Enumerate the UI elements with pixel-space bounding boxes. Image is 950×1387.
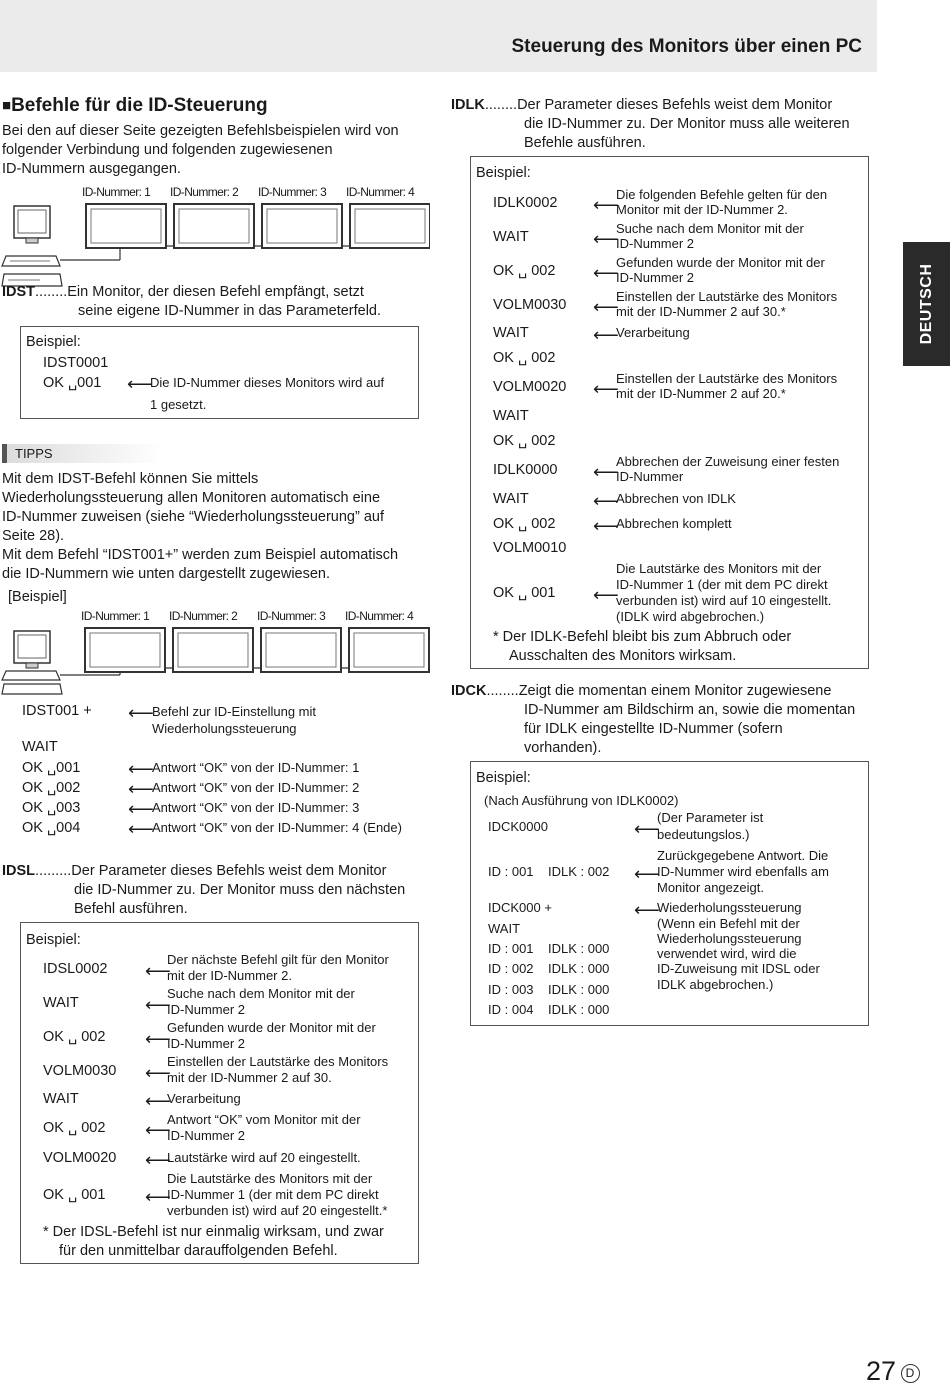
example-note: bedeutungslos.) bbox=[657, 827, 750, 842]
example-note: Die ID-Nummer dieses Monitors wird auf bbox=[150, 375, 385, 390]
idst-command: IDST bbox=[2, 284, 36, 300]
example-label: Beispiel: bbox=[476, 165, 531, 181]
id-label-2: ID-Nummer: 2 bbox=[170, 185, 239, 199]
left-arrow-icon: ⟵ bbox=[634, 864, 660, 884]
example-response: ID : 001 IDLK : 002 bbox=[488, 864, 610, 879]
left-arrow-icon: ⟵ bbox=[145, 1063, 171, 1083]
example-note: Zurückgegebene Antwort. Die bbox=[657, 848, 829, 863]
example-note: Wiederholungssteuerung bbox=[657, 931, 802, 946]
left-arrow-icon: ⟵ bbox=[593, 297, 619, 317]
example-response: OK ␣ 001 bbox=[43, 1187, 106, 1203]
example-note: verwendet wird, wird die bbox=[657, 946, 797, 961]
example-command: WAIT bbox=[488, 921, 521, 936]
example-note: mit der ID-Nummer 2 auf 30. bbox=[167, 1070, 332, 1085]
example-note: Abbrechen komplett bbox=[616, 516, 732, 531]
example-note: ID-Nummer 1 (der mit dem PC direkt bbox=[616, 577, 828, 592]
example-note: Antwort “OK” von der ID-Nummer: 2 bbox=[152, 780, 360, 795]
example-response: OK ␣ 002 bbox=[493, 263, 556, 279]
example-response: OK ␣ 002 bbox=[493, 516, 556, 532]
id-label-1: ID-Nummer: 1 bbox=[82, 185, 151, 199]
example-response: OK ␣ 002 bbox=[493, 350, 556, 366]
left-arrow-icon: ⟵ bbox=[593, 585, 619, 605]
id-label-3: ID-Nummer: 3 bbox=[257, 609, 326, 623]
left-arrow-icon: ⟵ bbox=[145, 1187, 171, 1207]
example-label: Beispiel: bbox=[476, 770, 531, 786]
id-label-1: ID-Nummer: 1 bbox=[81, 609, 150, 623]
example-note: Verarbeitung bbox=[167, 1091, 241, 1106]
example-note: Antwort “OK” von der ID-Nummer: 3 bbox=[152, 800, 360, 815]
left-arrow-icon: ⟵ bbox=[593, 462, 619, 482]
idsl-example-box bbox=[20, 922, 419, 1264]
pc-icon bbox=[2, 631, 62, 694]
example-note: Einstellen der Lautstärke des Monitors bbox=[616, 289, 838, 304]
footnote-line: für den unmittelbar darauffolgenden Befehl. bbox=[59, 1243, 338, 1259]
example-note: Suche nach dem Monitor mit der bbox=[167, 986, 355, 1001]
example-note: Verarbeitung bbox=[616, 325, 690, 340]
left-arrow-icon: ⟵ bbox=[145, 1120, 171, 1140]
idlk-desc-line: Der Parameter dieses Befehls weist dem Monitor bbox=[517, 97, 833, 113]
example-label: Beispiel: bbox=[26, 334, 81, 350]
left-arrow-icon: ⟵ bbox=[128, 819, 154, 839]
intro-line: ID-Nummern ausgegangen. bbox=[2, 161, 181, 177]
connection-diagram-2 bbox=[0, 606, 430, 696]
idck-desc-line: ID-Nummer am Bildschirm an, sowie die momentan bbox=[524, 702, 856, 718]
idck-desc-line: Zeigt die momentan einem Monitor zugewiesene bbox=[518, 683, 832, 699]
example-note: Die folgenden Befehle gelten für den bbox=[616, 187, 828, 202]
example-response: OK ␣004 bbox=[22, 820, 81, 836]
left-arrow-icon: ⟵ bbox=[145, 995, 171, 1015]
example-command: VOLM0010 bbox=[493, 540, 567, 556]
dot-leader: ........ bbox=[35, 284, 68, 300]
example-label: Beispiel: bbox=[26, 932, 81, 948]
intro-line: folgender Verbindung und folgenden zugewiesenen bbox=[2, 142, 333, 158]
idsl-desc-line: Der Parameter dieses Befehls weist dem Monitor bbox=[71, 863, 387, 879]
example-note: Abbrechen der Zuweisung einer festen bbox=[616, 454, 840, 469]
footnote-line: * Der IDSL-Befehl ist nur einmalig wirksam, und zwar bbox=[43, 1224, 384, 1240]
connection-diagram-1 bbox=[0, 182, 430, 294]
tipps-text bbox=[2, 470, 398, 584]
dot-leader: ........ bbox=[484, 97, 518, 113]
section-title bbox=[2, 95, 268, 117]
page-number bbox=[866, 1356, 920, 1387]
example-note: Gefunden wurde der Monitor mit der bbox=[167, 1020, 376, 1035]
idck-description bbox=[451, 682, 881, 758]
tipps-line: Mit dem Befehl “IDST001+” werden zum Beispiel automatisch bbox=[2, 547, 399, 563]
example-note: verbunden ist) wird auf 20 eingestellt.* bbox=[167, 1203, 388, 1218]
example-response: OK ␣001 bbox=[22, 760, 81, 776]
example-note: Einstellen der Lautstärke des Monitors bbox=[616, 371, 838, 386]
dot-leader: ......... bbox=[35, 863, 72, 879]
example-response: OK ␣002 bbox=[22, 780, 81, 796]
pc-and-monitors-diagram bbox=[0, 182, 430, 294]
example-note: Antwort “OK” vom Monitor mit der bbox=[167, 1112, 361, 1127]
square-bullet-icon: ■ bbox=[2, 97, 12, 114]
example-command: VOLM0030 bbox=[493, 297, 567, 313]
example-command: IDST0001 bbox=[43, 355, 109, 371]
example-note: (Der Parameter ist bbox=[657, 810, 764, 825]
left-arrow-icon: ⟵ bbox=[593, 491, 619, 511]
example-note: Der nächste Befehl gilt für den Monitor bbox=[167, 952, 389, 967]
idst-desc-line: Ein Monitor, der diesen Befehl empfängt, setzt bbox=[67, 284, 364, 300]
tipps-example-label: [Beispiel] bbox=[8, 589, 67, 605]
idck-example-box bbox=[470, 761, 869, 1026]
left-arrow-icon: ⟵ bbox=[593, 379, 619, 399]
pc-and-monitors-diagram bbox=[0, 606, 430, 696]
footnote-line: Ausschalten des Monitors wirksam. bbox=[509, 648, 737, 664]
language-marker-icon: D bbox=[901, 1364, 920, 1383]
dot-leader: ........ bbox=[486, 683, 519, 699]
tipps-tag: TIPPS bbox=[2, 444, 163, 463]
example-note: Wiederholungssteuerung bbox=[657, 900, 802, 915]
left-arrow-icon: ⟵ bbox=[145, 1091, 171, 1111]
example-note: Einstellen der Lautstärke des Monitors bbox=[167, 1054, 389, 1069]
example-command: IDCK0000 bbox=[488, 819, 548, 834]
footnote-line: * Der IDLK-Befehl bleibt bis zum Abbruch oder bbox=[493, 629, 792, 645]
left-arrow-icon: ⟵ bbox=[145, 1029, 171, 1049]
intro-line: Bei den auf dieser Seite gezeigten Befehlsbeispielen wird von bbox=[2, 123, 399, 139]
example-note: ID-Nummer 2 bbox=[167, 1036, 246, 1051]
example-command: WAIT bbox=[493, 325, 529, 341]
example-note: 1 gesetzt. bbox=[150, 397, 207, 412]
language-tab bbox=[903, 242, 950, 366]
idst-desc-line: seine eigene ID-Nummer in das Parameterfeld. bbox=[78, 303, 382, 319]
example-command: VOLM0030 bbox=[43, 1063, 117, 1079]
example-response: OK ␣ 002 bbox=[43, 1120, 106, 1136]
example-note: ID-Nummer 2 bbox=[616, 270, 695, 285]
id-label-4: ID-Nummer: 4 bbox=[345, 609, 414, 623]
left-arrow-icon: ⟵ bbox=[128, 703, 154, 723]
idsl-command: IDSL bbox=[2, 863, 36, 879]
example-response: ID : 004 IDLK : 000 bbox=[488, 1002, 610, 1017]
left-arrow-icon: ⟵ bbox=[634, 819, 660, 839]
example-note: Suche nach dem Monitor mit der bbox=[616, 221, 804, 236]
example-note: (Wenn ein Befehl mit der bbox=[657, 916, 800, 931]
tipps-line: Mit dem IDST-Befehl können Sie mittels bbox=[2, 471, 259, 487]
section-intro bbox=[2, 122, 399, 179]
idck-desc-line: vorhanden). bbox=[524, 740, 602, 756]
left-arrow-icon: ⟵ bbox=[145, 961, 171, 981]
idsl-description bbox=[2, 862, 432, 919]
example-note: Befehl zur ID-Einstellung mit bbox=[152, 704, 317, 719]
example-command: WAIT bbox=[43, 995, 79, 1011]
example-command: WAIT bbox=[43, 1091, 79, 1107]
example-command: WAIT bbox=[493, 408, 529, 424]
example-response: OK ␣ 002 bbox=[493, 433, 556, 449]
example-note: ID-Nummer 2 bbox=[167, 1128, 246, 1143]
example-command: IDLK0000 bbox=[493, 462, 558, 478]
example-response: ID : 002 IDLK : 000 bbox=[488, 961, 610, 976]
tipps-line: Seite 28). bbox=[2, 528, 65, 544]
left-arrow-icon: ⟵ bbox=[593, 516, 619, 536]
example-note: ID-Nummer wird ebenfalls am bbox=[657, 864, 829, 879]
idlk-desc-line: Befehle ausführen. bbox=[524, 135, 646, 151]
left-arrow-icon: ⟵ bbox=[593, 325, 619, 345]
example-command: WAIT bbox=[22, 739, 58, 755]
example-command: VOLM0020 bbox=[493, 379, 567, 395]
example-command: WAIT bbox=[493, 491, 529, 507]
example-note: Gefunden wurde der Monitor mit der bbox=[616, 255, 825, 270]
page-number-value: 27 bbox=[866, 1356, 897, 1386]
example-response: OK ␣ 001 bbox=[493, 585, 556, 601]
example-response: OK ␣001 bbox=[43, 375, 102, 391]
pc-icon bbox=[2, 206, 62, 286]
example-note: Die Lautstärke des Monitors mit der bbox=[167, 1171, 373, 1186]
example-note: mit der ID-Nummer 2 auf 30.* bbox=[616, 304, 786, 319]
tipps-line: die ID-Nummern wie unten dargestellt zugewiesen. bbox=[2, 566, 331, 582]
example-note: Wiederholungssteuerung bbox=[152, 721, 297, 736]
left-arrow-icon: ⟵ bbox=[593, 229, 619, 249]
example-note: verbunden ist) wird auf 10 eingestellt. bbox=[616, 593, 832, 608]
example-note: Abbrechen von IDLK bbox=[616, 491, 736, 506]
idsl-desc-line: die ID-Nummer zu. Der Monitor muss den nächsten bbox=[74, 882, 406, 898]
section-title-text: Befehle für die ID-Steuerung bbox=[11, 95, 268, 116]
example-command: WAIT bbox=[493, 229, 529, 245]
example-note: ID-Nummer 2 bbox=[167, 1002, 246, 1017]
idlk-example-box bbox=[470, 156, 869, 669]
example-response: OK ␣003 bbox=[22, 800, 81, 816]
example-response: ID : 003 IDLK : 000 bbox=[488, 982, 610, 997]
idck-command: IDCK bbox=[451, 683, 487, 699]
left-arrow-icon: ⟵ bbox=[128, 799, 154, 819]
example-note: Lautstärke wird auf 20 eingestellt. bbox=[167, 1150, 361, 1165]
id-label-2: ID-Nummer: 2 bbox=[169, 609, 238, 623]
page-header-title: Steuerung des Monitors über einen PC bbox=[511, 36, 862, 57]
tipps-line: ID-Nummer zuweisen (siehe “Wiederholungssteuerung” auf bbox=[2, 509, 384, 525]
example-command: IDSL0002 bbox=[43, 961, 108, 977]
example-context: (Nach Ausführung von IDLK0002) bbox=[484, 793, 679, 808]
repeat-example bbox=[22, 702, 432, 842]
left-arrow-icon: ⟵ bbox=[128, 759, 154, 779]
example-note: ID-Nummer 2 bbox=[616, 236, 695, 251]
example-response: ID : 001 IDLK : 000 bbox=[488, 941, 610, 956]
id-label-3: ID-Nummer: 3 bbox=[258, 185, 327, 199]
example-note: ID-Nummer 1 (der mit dem PC direkt bbox=[167, 1187, 379, 1202]
idlk-desc-line: die ID-Nummer zu. Der Monitor muss alle weiteren bbox=[524, 116, 850, 132]
example-note: mit der ID-Nummer 2. bbox=[167, 968, 292, 983]
example-command: IDST001 + bbox=[22, 703, 92, 719]
example-note: Monitor mit der ID-Nummer 2. bbox=[616, 202, 788, 217]
idst-description bbox=[2, 283, 432, 321]
example-command: IDCK000 + bbox=[488, 900, 552, 915]
example-note: ID-Nummer bbox=[616, 469, 684, 484]
example-note: Monitor angezeigt. bbox=[657, 880, 764, 895]
idck-desc-line: für IDLK eingestellte ID-Nummer (sofern bbox=[524, 721, 783, 737]
example-note: ID-Zuweisung mit IDSL oder bbox=[657, 961, 820, 976]
example-note: (IDLK wird abgebrochen.) bbox=[616, 609, 765, 624]
example-command: IDLK0002 bbox=[493, 195, 558, 211]
left-arrow-icon: ⟵ bbox=[145, 1150, 171, 1170]
tipps-line: Wiederholungssteuerung allen Monitoren automatisch eine bbox=[2, 490, 381, 506]
idst-example-box bbox=[20, 326, 419, 419]
example-note: Antwort “OK” von der ID-Nummer: 4 (Ende) bbox=[152, 820, 402, 835]
left-arrow-icon: ⟵ bbox=[127, 374, 153, 394]
example-note: IDLK abgebrochen.) bbox=[657, 977, 774, 992]
example-note: mit der ID-Nummer 2 auf 20.* bbox=[616, 386, 786, 401]
example-note: Die Lautstärke des Monitors mit der bbox=[616, 561, 822, 576]
example-response: OK ␣ 002 bbox=[43, 1029, 106, 1045]
idlk-description bbox=[451, 96, 881, 153]
idsl-desc-line: Befehl ausführen. bbox=[74, 901, 188, 917]
left-arrow-icon: ⟵ bbox=[593, 195, 619, 215]
left-arrow-icon: ⟵ bbox=[593, 263, 619, 283]
left-arrow-icon: ⟵ bbox=[634, 900, 660, 920]
language-tab-label: DEUTSCH bbox=[917, 263, 935, 345]
example-command: VOLM0020 bbox=[43, 1150, 117, 1166]
example-note: Antwort “OK” von der ID-Nummer: 1 bbox=[152, 760, 360, 775]
left-arrow-icon: ⟵ bbox=[128, 779, 154, 799]
id-label-4: ID-Nummer: 4 bbox=[346, 185, 415, 199]
idlk-command: IDLK bbox=[451, 97, 485, 113]
